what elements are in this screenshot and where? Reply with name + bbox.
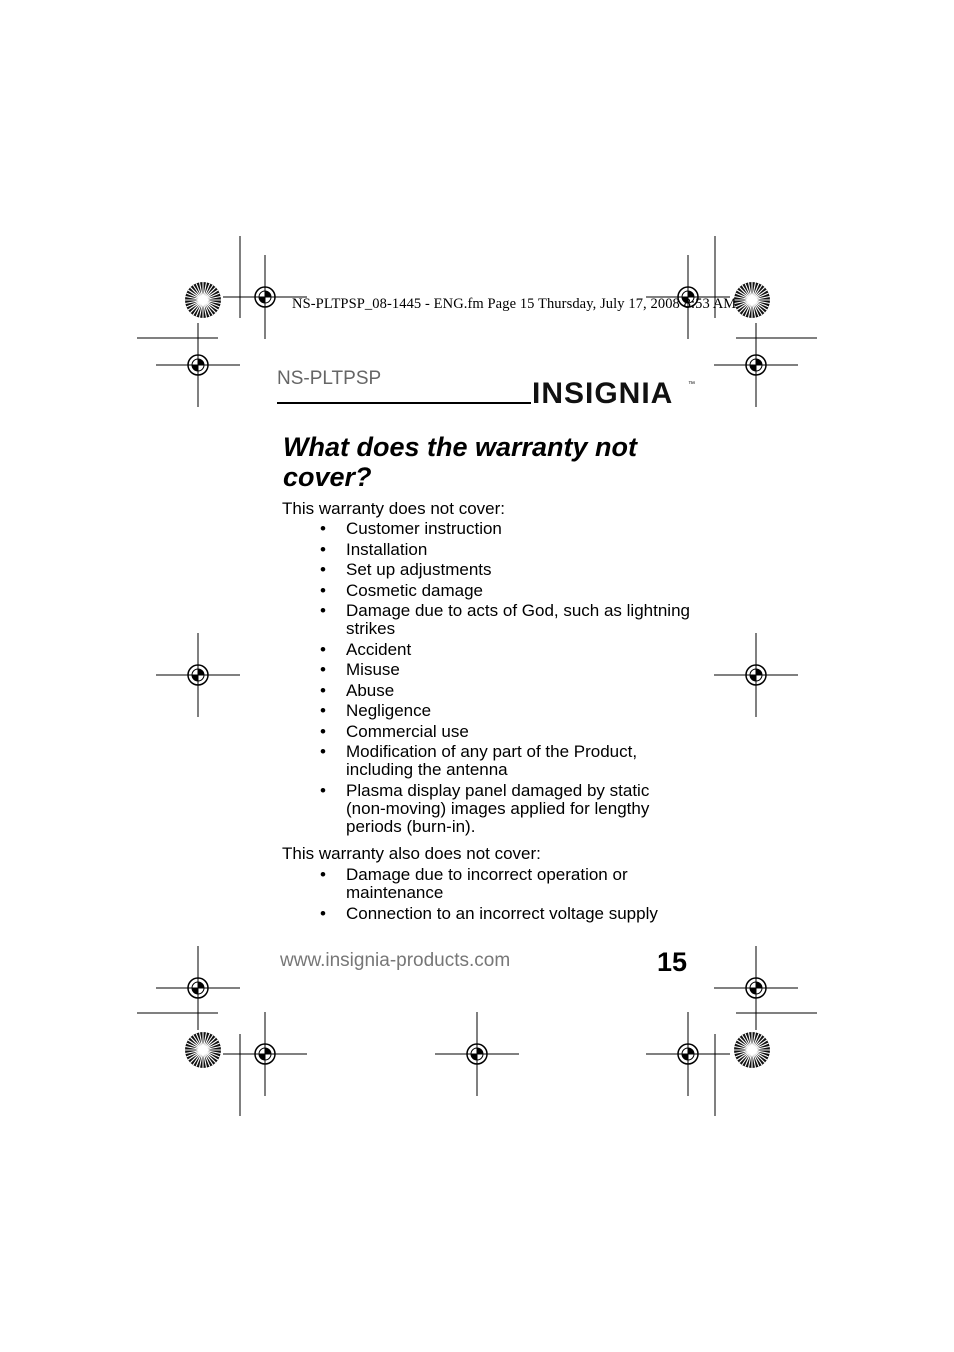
header-rule — [277, 402, 531, 404]
additional-exclusions-list — [320, 866, 690, 925]
list-item-text: Installation — [346, 539, 428, 559]
exclusions-list — [320, 520, 690, 838]
page-number: 15 — [657, 947, 688, 977]
list-item-text: Negligence — [346, 701, 432, 720]
list-item — [320, 743, 690, 779]
bullet-icon: • — [320, 601, 326, 620]
insignia-logo — [532, 376, 698, 417]
list-item-text: Set up adjustments — [346, 560, 492, 579]
model-number: NS-PLTPSP — [277, 368, 382, 389]
bullet-icon: • — [320, 865, 326, 884]
intro-text-1: This warranty does not cover: — [282, 499, 505, 518]
footer-url: www.insignia-products.com — [280, 950, 511, 971]
insignia-logo-graphic — [532, 376, 698, 412]
print-slug-line: NS-PLTPSP_08-1445 - ENG.fm Page 15 Thursday, July 17, 2008 8:53 AM — [292, 296, 737, 312]
bullet-icon: • — [320, 639, 326, 659]
list-item-text: Damage due to acts of God, such as lightning strikes — [346, 601, 690, 638]
list-item-text: Cosmetic damage — [346, 580, 484, 600]
intro-text-2: This warranty also does not cover: — [282, 844, 541, 863]
list-item — [320, 702, 690, 720]
list-item — [320, 682, 690, 700]
bullet-icon: • — [320, 780, 326, 800]
list-item-text: Damage due to incorrect operation or maintenance — [346, 865, 628, 902]
list-item — [320, 866, 690, 902]
list-item-text: Commercial use — [346, 721, 469, 741]
page-title: What does the warranty not cover? — [283, 432, 638, 492]
bullet-icon: • — [320, 519, 326, 538]
bullet-icon: • — [320, 721, 326, 741]
list-item — [320, 641, 690, 659]
bullet-icon: • — [320, 660, 326, 679]
list-item-text: Modification of any part of the Product, including the antenna — [346, 742, 638, 779]
trademark-symbol: ™ — [688, 381, 695, 388]
list-item — [320, 661, 690, 679]
list-item-text: Connection to an incorrect voltage supply — [346, 903, 658, 923]
list-item — [320, 520, 690, 538]
bullet-icon: • — [320, 680, 326, 700]
list-item — [320, 723, 690, 741]
list-item-text: Misuse — [346, 660, 400, 679]
list-item — [320, 905, 690, 923]
list-item — [320, 602, 690, 638]
bullet-icon: • — [320, 742, 326, 761]
list-item — [320, 582, 690, 600]
list-item — [320, 561, 690, 579]
list-item-text: Accident — [346, 639, 412, 659]
bullet-icon: • — [320, 580, 326, 600]
list-item — [320, 782, 690, 836]
list-item — [320, 541, 690, 559]
logo-wordmark: INSIGNIA — [532, 377, 674, 410]
bullet-icon: • — [320, 539, 326, 559]
list-item-text: Plasma display panel damaged by static (non-moving) images applied for lengthy periods (burn-in). — [346, 780, 650, 836]
bullet-icon: • — [320, 903, 326, 923]
bullet-icon: • — [320, 701, 326, 720]
list-item-text: Abuse — [346, 680, 395, 700]
bullet-icon: • — [320, 560, 326, 579]
list-item-text: Customer instruction — [346, 519, 502, 538]
